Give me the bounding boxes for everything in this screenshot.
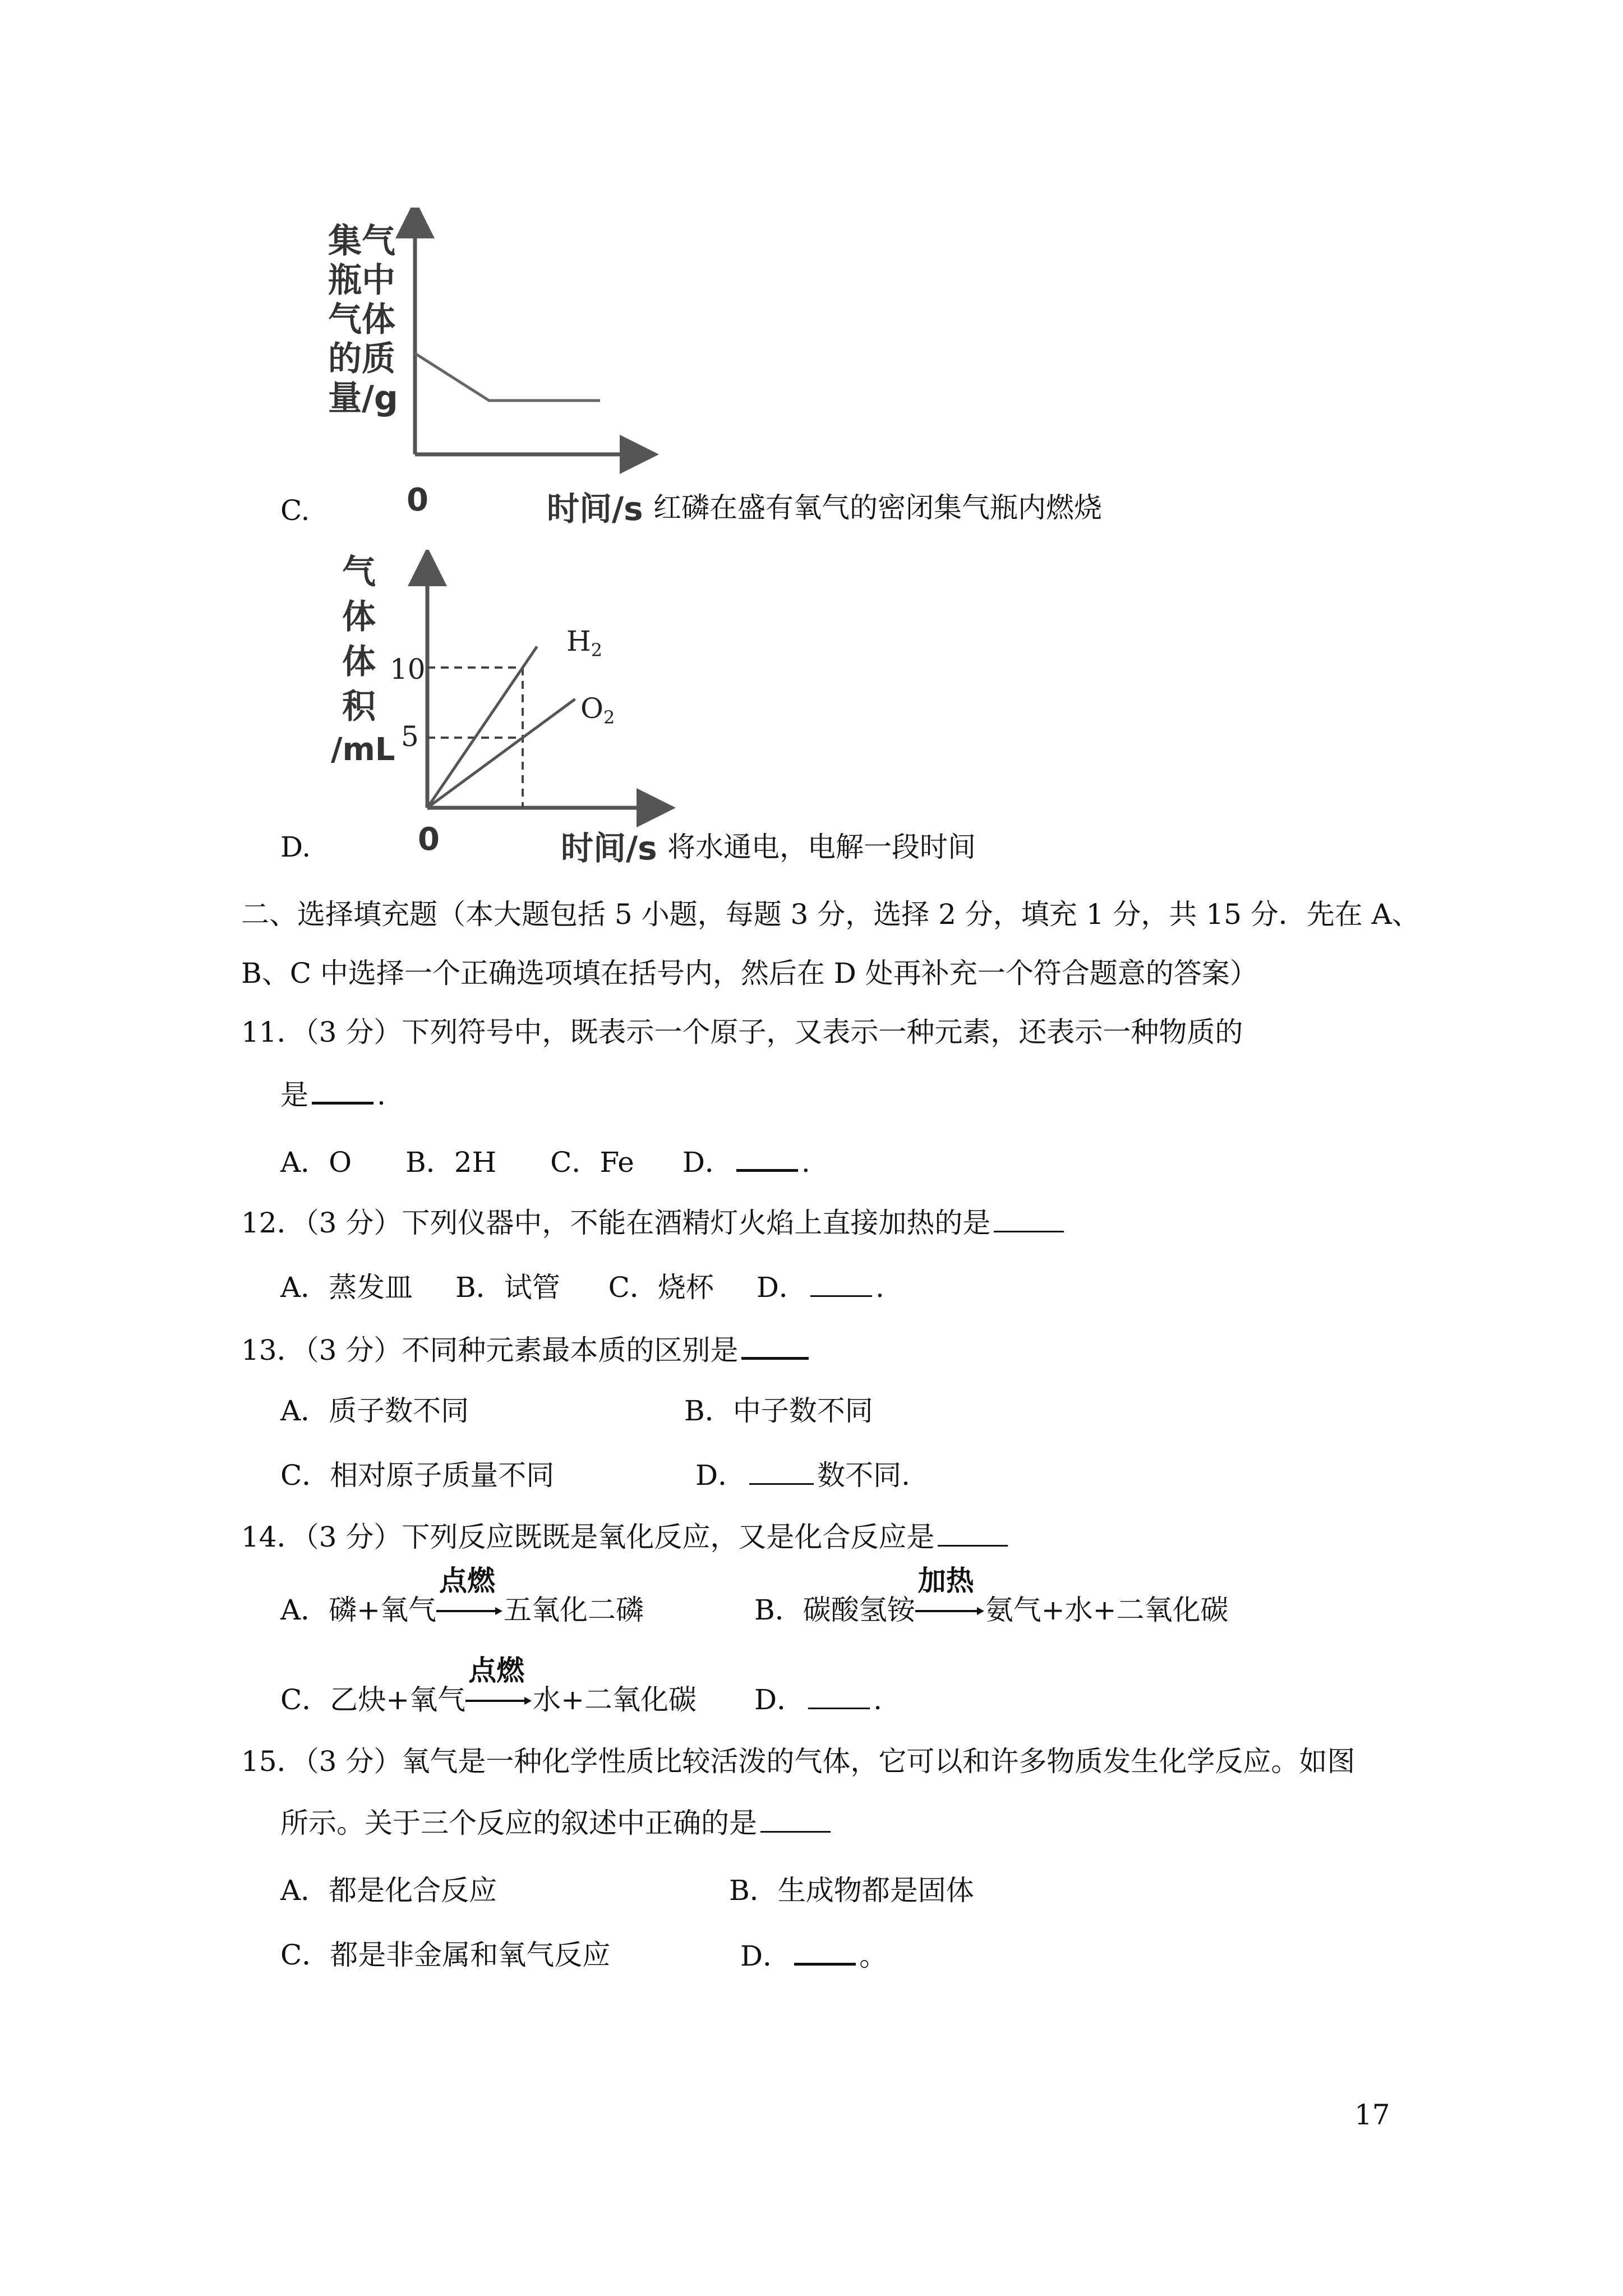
q11-option-d-end: . bbox=[801, 1146, 810, 1179]
q15-option-a[interactable]: A．都是化合反应 bbox=[280, 1874, 497, 1907]
q11-stem2-end: . bbox=[377, 1079, 386, 1111]
graph-d-o2-line bbox=[427, 699, 575, 808]
q12-option-b[interactable]: B．试管 bbox=[455, 1271, 560, 1304]
graph-c-origin: 0 bbox=[407, 482, 428, 518]
q13-option-d-end: 数不同. bbox=[817, 1459, 910, 1492]
q14-c-arrow-icon bbox=[465, 1695, 533, 1706]
q14-b-condition: 加热 bbox=[917, 1565, 974, 1597]
q14-stem-text: 14．（3 分）下列反应既既是氧化反应，又是化合反应是 bbox=[241, 1521, 935, 1553]
graph-c-y-label-1: 集气 bbox=[328, 222, 395, 261]
section2-line1: 二、选择填充题（本大题包括 5 小题，每题 3 分，选择 2 分，填充 1 分，共 15 分．先在 A、 bbox=[241, 898, 1420, 931]
q14-a-left: A．磷+氧气 bbox=[280, 1594, 437, 1626]
q11-option-c[interactable]: C．Fe bbox=[550, 1146, 634, 1179]
q14-option-d[interactable] bbox=[754, 1683, 882, 1717]
graph-d-h2-line bbox=[427, 647, 537, 808]
q15-option-d-label: D． bbox=[740, 1940, 791, 1972]
q11-options bbox=[280, 1144, 810, 1179]
graph-d-y-label-1: 气 bbox=[342, 553, 376, 592]
q11-option-d[interactable]: D． bbox=[682, 1146, 733, 1179]
q14-c-left: C．乙炔+氧气 bbox=[280, 1683, 466, 1716]
q12-option-d-blank[interactable] bbox=[810, 1271, 872, 1297]
option-c-letter: C. bbox=[280, 494, 310, 527]
q11-option-b[interactable]: B．2H bbox=[405, 1146, 497, 1179]
graph-d-x-label: 时间/s bbox=[561, 829, 657, 867]
q14-option-d-label: D． bbox=[754, 1683, 805, 1716]
q11-option-d-blank[interactable] bbox=[736, 1144, 798, 1172]
q13-option-a[interactable]: A．质子数不同 bbox=[280, 1395, 469, 1427]
option-d-letter: D. bbox=[280, 831, 311, 863]
q15-option-d-blank[interactable] bbox=[794, 1938, 856, 1966]
graph-d-tick-5: 5 bbox=[401, 720, 419, 753]
q13-option-b[interactable]: B．中子数不同 bbox=[684, 1395, 873, 1427]
option-c-caption: 红磷在盛有氧气的密闭集气瓶内燃烧 bbox=[653, 491, 1102, 524]
q14-b-right: 氨气+水+二氧化碳 bbox=[985, 1594, 1229, 1626]
q15-stem-line2 bbox=[280, 1806, 834, 1840]
q11-stem-line1: 11．（3 分）下列符号中，既表示一个原子，又表示一种元素，还表示一种物质的 bbox=[241, 1016, 1243, 1048]
q12-stem bbox=[241, 1206, 1067, 1240]
q14-option-b[interactable] bbox=[754, 1565, 1229, 1627]
option-d-caption: 将水通电，电解一段时间 bbox=[667, 831, 976, 863]
q12-option-d[interactable]: D． bbox=[756, 1271, 807, 1304]
graph-d-y-label-4: 积 bbox=[342, 687, 376, 726]
q15-option-d[interactable] bbox=[740, 1938, 887, 1973]
q13-option-d-label: D． bbox=[695, 1459, 746, 1492]
graph-d-y-label-5: /mL bbox=[331, 731, 395, 768]
graph-c-y-label-3: 气体 bbox=[328, 300, 395, 339]
graph-d-o2-label: $O_2$ bbox=[580, 692, 615, 728]
q12-option-a[interactable]: A．蒸发皿 bbox=[280, 1271, 413, 1304]
q14-a-condition: 点燃 bbox=[439, 1565, 496, 1597]
q15-option-d-end: 。 bbox=[859, 1940, 888, 1972]
graph-c-y-label-4: 的质 bbox=[328, 339, 395, 379]
q13-option-d[interactable] bbox=[695, 1458, 910, 1492]
q12-options bbox=[280, 1271, 884, 1304]
q14-stem bbox=[241, 1520, 1011, 1554]
q14-a-right: 五氧化二磷 bbox=[504, 1594, 644, 1626]
q14-c-condition-arrow bbox=[465, 1654, 533, 1717]
q14-b-left: B．碳酸氢铵 bbox=[754, 1594, 915, 1626]
q12-stem-text: 12．（3 分）下列仪器中，不能在酒精灯火焰上直接加热的是 bbox=[241, 1207, 991, 1239]
graph-d-y-label-3: 体 bbox=[342, 642, 376, 682]
graph-d bbox=[331, 550, 684, 864]
q13-option-c[interactable]: C．相对原子质量不同 bbox=[280, 1459, 555, 1492]
q13-stem-text: 13．（3 分）不同种元素最本质的区别是 bbox=[241, 1334, 739, 1366]
q14-answer-blank[interactable] bbox=[938, 1520, 1008, 1547]
q11-answer-blank[interactable] bbox=[312, 1077, 374, 1105]
q15-option-c[interactable]: C．都是非金属和氧气反应 bbox=[280, 1939, 611, 1971]
q14-option-d-blank[interactable] bbox=[808, 1683, 870, 1709]
q15-stem-line1: 15．（3 分）氧气是一种化学性质比较活泼的气体，它可以和许多物质发生化学反应。如图 bbox=[241, 1745, 1355, 1778]
graph-d-h2-label: $H_2$ bbox=[566, 625, 602, 661]
q14-option-c[interactable] bbox=[280, 1654, 697, 1717]
graph-c-mass-line bbox=[415, 353, 600, 401]
q12-answer-blank[interactable] bbox=[994, 1206, 1064, 1232]
graph-d-tick-10: 10 bbox=[390, 653, 426, 685]
q14-b-arrow-icon bbox=[915, 1605, 985, 1617]
q11-stem2-text: 是 bbox=[280, 1079, 308, 1111]
q12-option-d-end: . bbox=[875, 1271, 884, 1304]
q14-b-condition-arrow bbox=[915, 1565, 985, 1627]
q13-answer-blank[interactable] bbox=[741, 1332, 809, 1360]
q14-c-condition: 点燃 bbox=[468, 1654, 525, 1687]
q14-a-condition-arrow bbox=[436, 1565, 504, 1627]
q13-option-d-blank[interactable] bbox=[749, 1458, 814, 1485]
q14-option-d-end: . bbox=[873, 1683, 882, 1716]
graph-c bbox=[314, 208, 662, 527]
section2-line2: B、C 中选择一个正确选项填在括号内，然后在 D 处再补充一个符合题意的答案） bbox=[241, 957, 1258, 990]
q11-stem-line2 bbox=[280, 1077, 386, 1112]
q15-stem2-text: 所示。关于三个反应的叙述中正确的是 bbox=[280, 1807, 757, 1839]
q15-option-b[interactable]: B．生成物都是固体 bbox=[729, 1874, 974, 1907]
q11-option-a[interactable]: A．O bbox=[280, 1146, 352, 1179]
q12-option-c[interactable]: C．烧杯 bbox=[608, 1271, 714, 1304]
q14-option-a[interactable] bbox=[280, 1565, 644, 1627]
q14-a-arrow-icon bbox=[436, 1605, 504, 1617]
graph-c-x-label: 时间/s bbox=[547, 490, 643, 528]
q13-stem bbox=[241, 1332, 812, 1367]
graph-d-origin: 0 bbox=[418, 821, 440, 858]
graph-c-y-label-2: 瓶中 bbox=[328, 261, 395, 300]
q15-answer-blank[interactable] bbox=[760, 1806, 831, 1833]
graph-d-y-label-2: 体 bbox=[342, 597, 376, 637]
page-number: 17 bbox=[1354, 2099, 1390, 2131]
graph-c-y-label-5: 量/g bbox=[328, 379, 398, 418]
q14-c-right: 水+二氧化碳 bbox=[533, 1683, 697, 1716]
